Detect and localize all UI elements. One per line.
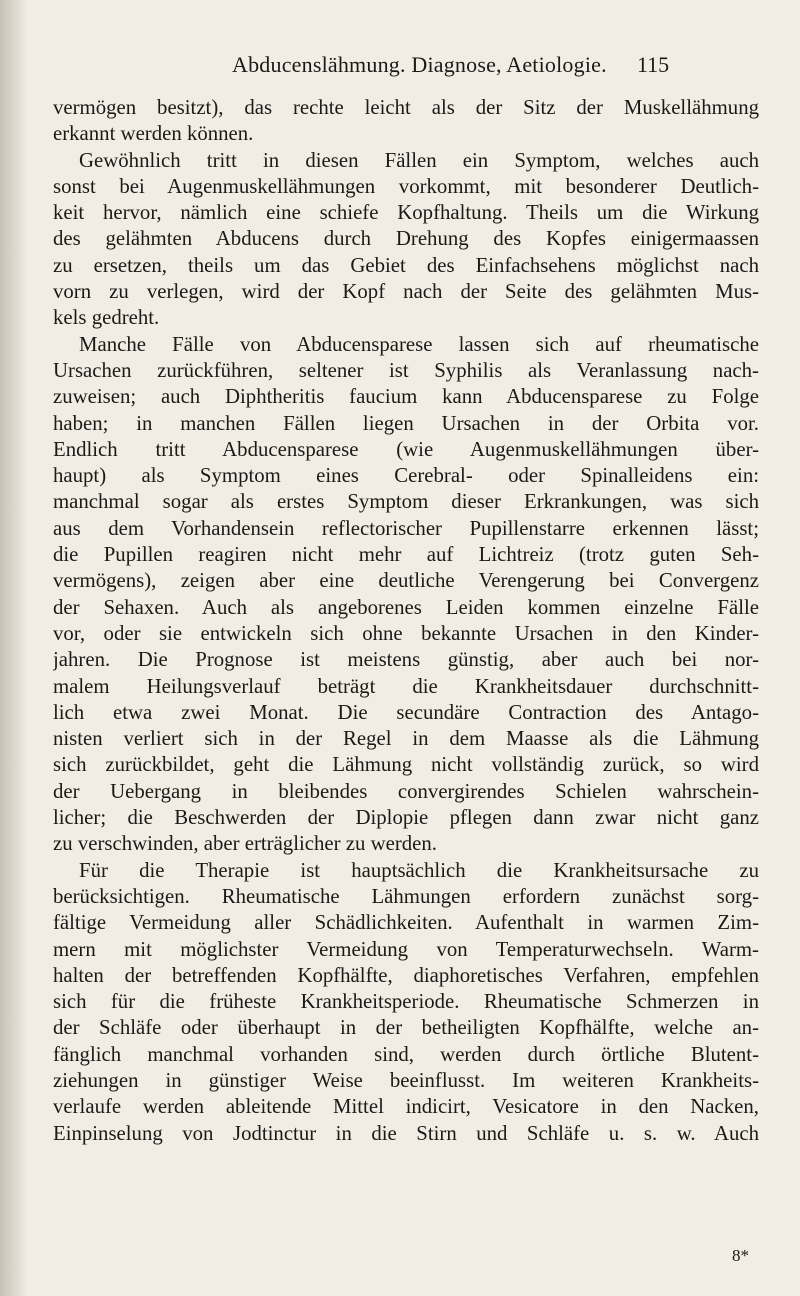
text-line: jahren. Die Prognose ist meistens günstig, aber auch bei nor-	[53, 648, 759, 672]
text-line: berücksichtigen. Rheumatische Lähmungen erfordern zunächst sorg-	[53, 884, 759, 908]
text-line: vor, oder sie entwickeln sich ohne bekannte Ursachen in den Kinder-	[53, 621, 759, 645]
text-line: vermögen besitzt), das rechte leicht als der Sitz der Muskellähmung	[53, 96, 759, 119]
text-line: sich für die früheste Krankheitsperiode. Rheumatische Schmerzen in	[53, 990, 759, 1014]
text-line: zuweisen; auch Diphtheritis faucium kann Abducensparese zu Folge	[53, 385, 759, 409]
text-line: Ursachen zurückführen, seltener ist Syphilis als Veranlassung nach-	[53, 358, 759, 382]
running-head: Abducenslähmung. Diagnose, Aetiologie.	[232, 52, 607, 77]
text-line: keit hervor, nämlich eine schiefe Kopfhaltung. Theils um die Wirkung	[53, 201, 759, 225]
text-line: Einpinselung von Jodtinctur in die Stirn und Schläfe u. s. w. Auch	[53, 1121, 759, 1145]
text-line: kels gedreht.	[53, 306, 160, 330]
text-line: lich etwa zwei Monat. Die secundäre Contraction des Antago-	[53, 700, 759, 724]
text-line: vorn zu verlegen, wird der Kopf nach der Seite des gelähmten Mus-	[53, 280, 759, 304]
page-header	[0, 0, 800, 90]
text-line: licher; die Beschwerden der Diplopie pflegen dann zwar nicht ganz	[53, 806, 759, 830]
text-line: sich zurückbildet, geht die Lähmung nicht vollständig zurück, so wird	[53, 753, 759, 777]
text-line: malem Heilungsverlauf beträgt die Krankheitsdauer durchschnitt-	[53, 674, 759, 698]
text-line: manchmal sogar als erstes Symptom dieser Erkrankungen, was sich	[53, 490, 759, 514]
text-line: ziehungen in günstiger Weise beeinflusst. Im weiteren Krankheits-	[53, 1068, 759, 1092]
text-line: der Schläfe oder überhaupt in der betheiligten Kopfhälfte, welche an-	[53, 1016, 759, 1040]
text-line: zu ersetzen, theils um das Gebiet des Einfachsehens möglichst nach	[53, 253, 759, 277]
text-line: nisten verliert sich in der Regel in dem Maasse als die Lähmung	[53, 727, 759, 751]
text-line: haben; in manchen Fällen liegen Ursachen in der Orbita vor.	[53, 411, 759, 435]
binding-shadow	[0, 0, 28, 1296]
text-line: fänglich manchmal vorhanden sind, werden durch örtliche Blutent-	[53, 1042, 759, 1066]
text-line: Endlich tritt Abducensparese (wie Augenmuskellähmungen über-	[53, 437, 759, 461]
text-line: des gelähmten Abducens durch Drehung des Kopfes einigermaassen	[53, 227, 759, 251]
text-line: aus dem Vorhandensein reflectorischer Pupillenstarre erkennen lässt;	[53, 516, 759, 540]
text-line: verlaufe werden ableitende Mittel indicirt, Vesicatore in den Nacken,	[53, 1095, 759, 1119]
text-line: die Pupillen reagiren nicht mehr auf Lichtreiz (trotz guten Seh-	[53, 543, 759, 567]
page-number: 115	[637, 52, 670, 77]
text-line: haupt) als Symptom eines Cerebral- oder Spinalleidens ein:	[53, 464, 759, 488]
text-line: mern mit möglichster Vermeidung von Temperaturwechseln. Warm-	[53, 937, 759, 961]
text-line: Manche Fälle von Abducensparese lassen sich auf rheumatische	[79, 332, 759, 356]
text-line: halten der betreffenden Kopfhälfte, diaphoretisches Verfahren, empfehlen	[53, 963, 759, 987]
signature-mark: 8*	[732, 1246, 749, 1265]
text-line: Für die Therapie ist hauptsächlich die Krankheitsursache zu	[79, 858, 759, 882]
text-line: sonst bei Augenmuskellähmungen vorkommt, mit besonderer Deutlich-	[53, 174, 759, 198]
text-line: erkannt werden können.	[53, 122, 254, 146]
text-line: der Uebergang in bleibendes convergirendes Schielen wahrschein-	[53, 779, 759, 803]
body-text	[53, 95, 759, 1147]
text-line: Gewöhnlich tritt in diesen Fällen ein Symptom, welches auch	[79, 148, 759, 172]
text-line: der Sehaxen. Auch als angeborenes Leiden kommen einzelne Fälle	[53, 595, 759, 619]
text-line: vermögens), zeigen aber eine deutliche Verengerung bei Convergenz	[53, 569, 759, 593]
text-line: zu verschwinden, aber erträglicher zu werden.	[53, 832, 437, 856]
text-line: fältige Vermeidung aller Schädlichkeiten. Aufenthalt in warmen Zim-	[53, 911, 759, 935]
